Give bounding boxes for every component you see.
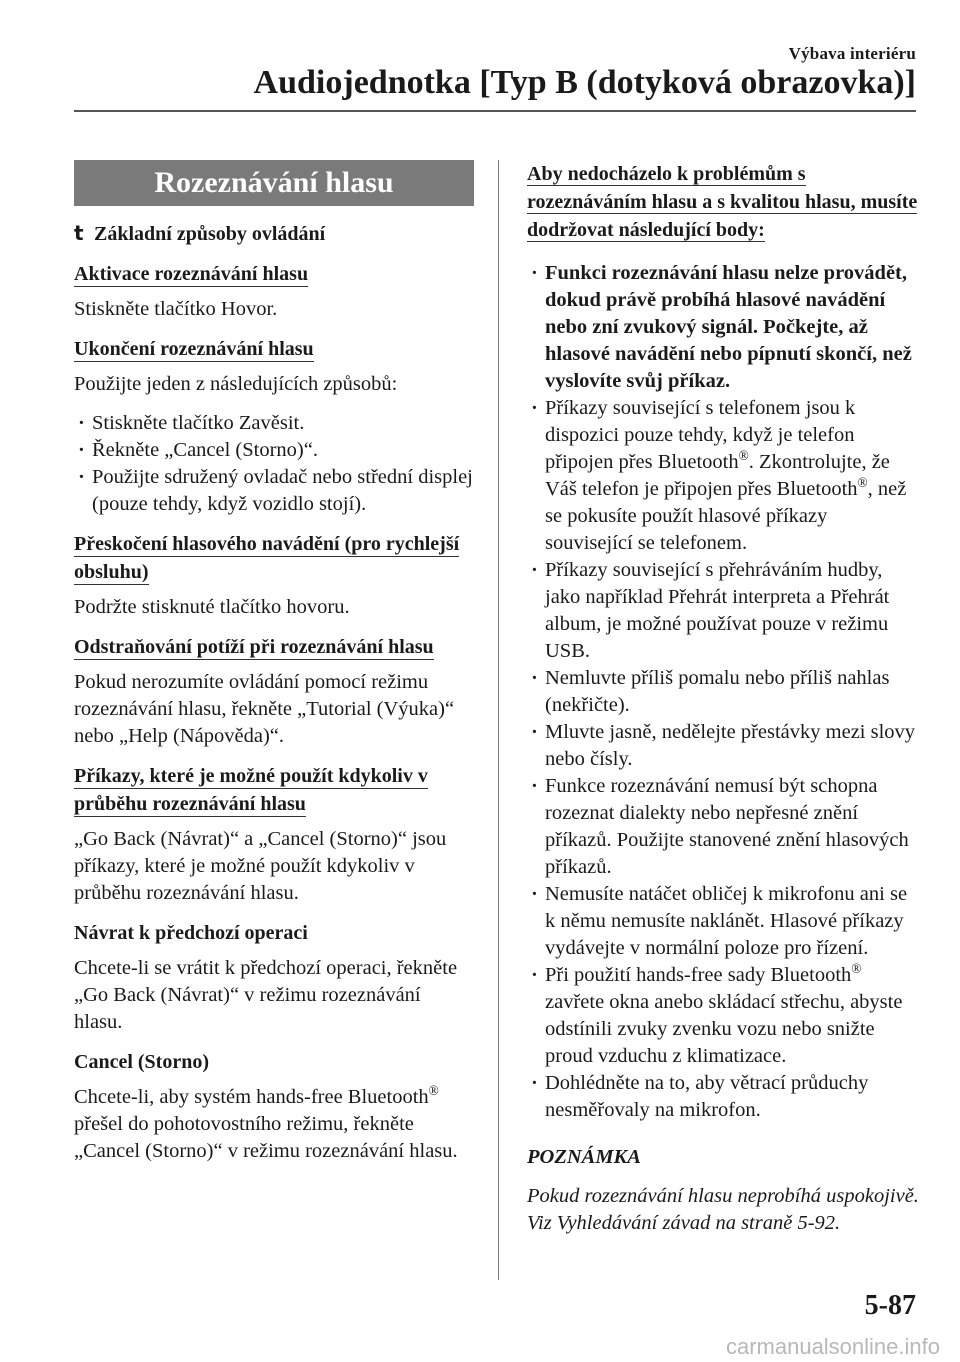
list-item: · Nemluvte příliš pomalu nebo příliš nahlas (nekřičte). [527,665,919,719]
termination-list [74,410,474,518]
heading-skip: Přeskočení hlasového navádění (pro rychlejší obsluhu) [74,533,460,583]
subsection-title-text: Základní způsoby ovládání [94,223,326,245]
heading-activation: Aktivace rozeznávání hlasu [74,263,309,285]
list-item: · Funkci rozeznávání hlasu nelze provádět, dokud právě probíhá hlasové navádění nebo zní zvukový signál. Počkejte, až hlasové navádění nebo pípnutí skončí, než vyslovíte svůj příkaz. [527,260,919,395]
right-column [527,160,919,1237]
section-marker: t [74,221,84,245]
section-banner: Rozeznávání hlasu [74,160,474,206]
page-number: 5-87 [864,1290,916,1321]
list-item: · Nemusíte natáčet obličej k mikrofonu ani se k němu nemusíte naklánět. Hlasové příkazy vydávejte v normální poloze pro řízení. [527,881,919,962]
list-item: · Mluvte jasně, nedělejte přestávky mezi slovy nebo čísly. [527,719,919,773]
left-column [74,160,474,1177]
text-cancel: Chcete-li, aby systém hands-free Bluetooth® přešel do pohotovostního režimu, řekněte „Cancel (Storno)“ v režimu rozeznávání hlasu. [74,1083,458,1162]
list-item: · Funkce rozeznávání nemusí být schopna rozeznat dialekty nebo nepřesné znění příkazů. Použijte stanovené znění hlasových příkazů. [527,773,919,881]
list-item: · Příkazy související s přehráváním hudby, jako například Přehrát interpreta a Přehrát album, je možné používat pouze v režimu USB. [527,557,919,665]
note-line: Viz Vyhledávání závad na straně 5-92. [527,1212,841,1234]
text-commands: „Go Back (Návrat)“ a „Cancel (Storno)“ jsou příkazy, které je možné použít kdykoliv v průběhu rozeznávání hlasu. [74,828,447,904]
list-item: · Při použití hands-free sady Bluetooth® zavřete okna anebo skládací střechu, abyste odstínili zvuky zvenku vozu nebo snižte proud vzduchu z klimatizace. [527,962,919,1070]
tips-list [527,260,919,1124]
list-item: · Použijte sdružený ovladač nebo střední displej (pouze tehdy, když vozidlo stojí). [74,464,474,518]
header-section: Výbava interiéru [788,44,916,63]
heading-commands: Příkazy, které je možné použít kdykoliv v průběhu rozeznávání hlasu [74,765,428,815]
heading-termination: Ukončení rozeznávání hlasu [74,338,314,360]
list-item: · Dohlédněte na to, aby větrací průduchy nesměřovaly na mikrofon. [527,1070,919,1124]
note-title: POZNÁMKA [527,1146,641,1168]
text-back: Chcete-li se vrátit k předchozí operaci, řekněte „Go Back (Návrat)“ v režimu rozeznávání hlasu. [74,957,458,1033]
header-rule [74,110,916,112]
list-item: · Stiskněte tlačítko Zavěsit. [74,410,474,437]
heading-troubleshoot: Odstraňování potíží při rozeznávání hlasu [74,636,434,658]
note-line: Pokud rozeznávání hlasu neprobíhá uspokojivě. [527,1185,919,1207]
column-divider [498,160,499,1280]
text-troubleshoot: Pokud nerozumíte ovládání pomocí režimu rozeznávání hlasu, řekněte „Tutorial (Výuka)“ nebo „Help (Nápověda)“. [74,671,455,747]
text-termination: Použijte jeden z následujících způsobů: [74,373,398,395]
watermark: carmanualsonline.info [725,1334,940,1359]
page-title: Audiojednotka [Typ B (dotyková obrazovka)] [253,64,916,101]
tips-heading: Aby nedocházelo k problémům s rozeznáváním hlasu a s kvalitou hlasu, musíte dodržovat následující body: [527,163,918,241]
subsection-title [74,220,474,248]
heading-cancel: Cancel (Storno) [74,1051,209,1073]
heading-back: Návrat k předchozí operaci [74,922,308,944]
list-item: · Řekněte „Cancel (Storno)“. [74,437,474,464]
list-item: · Příkazy související s telefonem jsou k dispozici pouze tehdy, když je telefon připojen přes Bluetooth®. Zkontrolujte, že Váš telefon je připojen přes Bluetooth®, než se pokusíte použít hlasové příkazy související se telefonem. [527,395,919,557]
text-skip: Podržte stisknuté tlačítko hovoru. [74,596,350,618]
text-activation: Stiskněte tlačítko Hovor. [74,298,278,320]
